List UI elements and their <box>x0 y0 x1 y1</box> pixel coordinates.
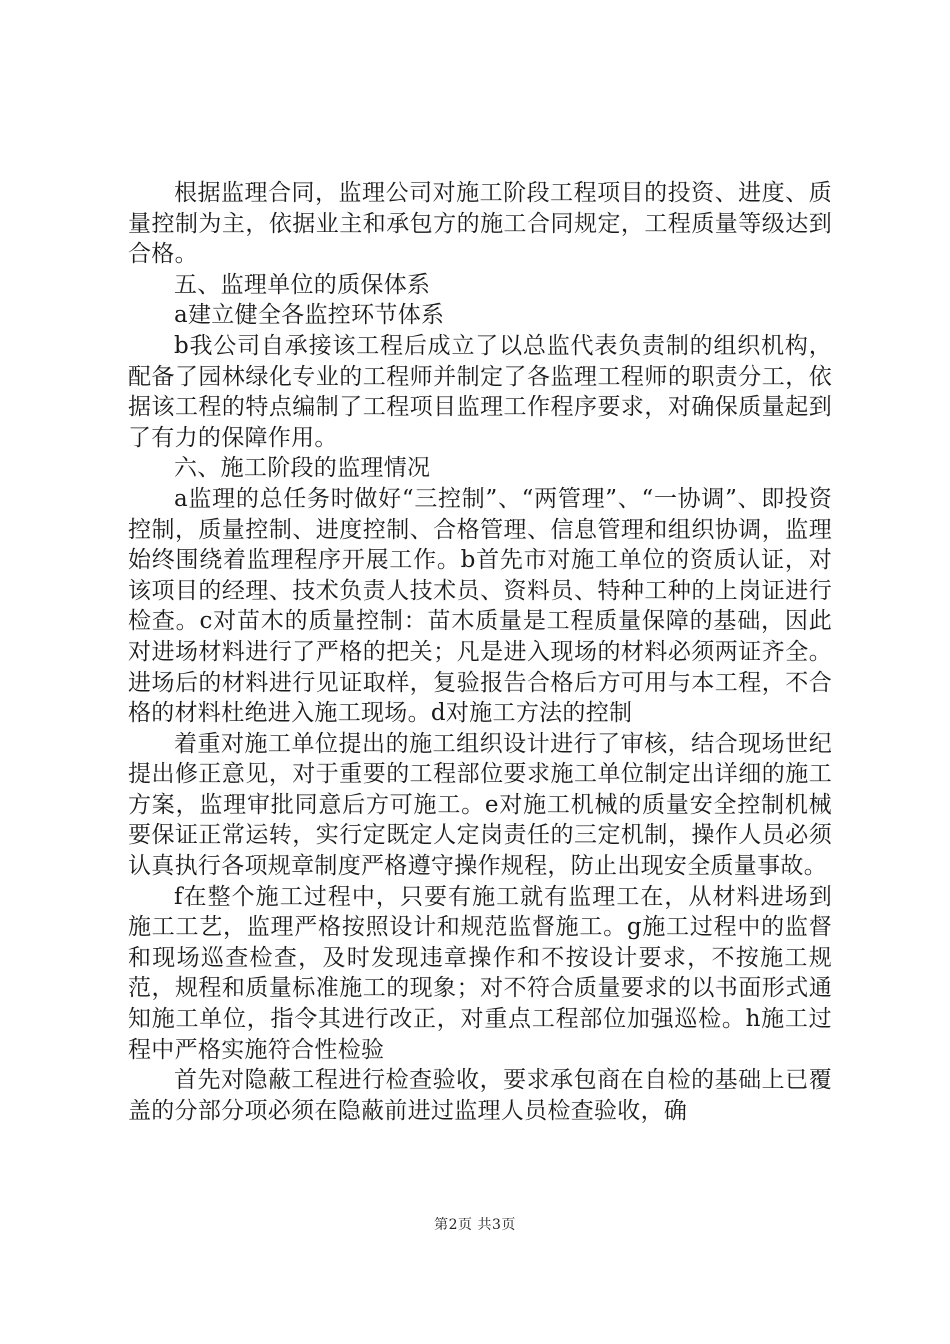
paragraph-supervision-tasks: a监理的总任务时做好“三控制”、“两管理”、“一协调”、即投资控制，质量控制、进度控制、合格管理、信息管理和组织协调，监理始终围绕着监理程序开展工作。b首先市对施工单位的资质认证，对该项目的经理、技术负责人技术员、资料员、特种工种的上岗证进行检查。c对苗木的质量控制：苗木质量是工程质量保障的基础，因此对进场材料进行了严格的把关；凡是进入现场的材料必须两证齐全。进场后的材料进行见证取样，复验报告合格后方可用与本工程，不合格的材料杜绝进入施工现场。d对施工方法的控制 <box>128 485 832 727</box>
paragraph-supervision-contract: 根据监理合同，监理公司对施工阶段工程项目的投资、进度、质量控制为主，依据业主和承包方的施工合同规定，工程质量等级达到合格。 <box>128 180 832 268</box>
section-heading-construction-supervision: 六、施工阶段的监理情况 <box>174 455 431 482</box>
paragraph-process-supervision: f在整个施工过程中，只要有施工就有监理工在，从材料进场到施工工艺，监理严格按照设计和规范监督施工。g施工过程中的监督和现场巡查检查，及时发现违章操作和不按设计要求，不按施工规范，规程和质量标准施工的现象；对不符合质量要求的以书面形式通知施工单位，指令其进行改正，对重点工程部位加强巡检。h施工过程中严格实施符合性检验 <box>128 883 832 1063</box>
paragraph-construction-design-review: 着重对施工单位提出的施工组织设计进行了审核，结合现场世纪提出修正意见，对于重要的工程部位要求施工单位制定出详细的施工方案，监理审批同意后方可施工。e对施工机械的质量安全控制机械要保证正常运转，实行定既定人定岗责任的三定机制，操作人员必须认真执行各项规章制度严格遵守操作规程，防止出现安全质量事故。 <box>128 730 832 880</box>
section-heading-quality-system: 五、监理单位的质保体系 <box>174 271 431 298</box>
document-body <box>128 178 832 1126</box>
paragraph-concealed-works: 首先对隐蔽工程进行检查验收，要求承包商在自检的基础上已覆盖的分部分项必须在隐蔽前进过监理人员检查验收，确 <box>128 1067 832 1124</box>
paragraph-item-a-monitoring: a建立健全各监控环节体系 <box>174 302 445 329</box>
paragraph-item-b-organization: b我公司自承接该工程后成立了以总监代表负责制的组织机构，配备了园林绿化专业的工程师并制定了各监理工程师的职责分工，依据该工程的特点编制了工程项目监理工作程序要求，对确保质量起到了有力的保障作用。 <box>128 332 832 451</box>
page-number-footer: 第2页 共3页 <box>434 1217 516 1233</box>
